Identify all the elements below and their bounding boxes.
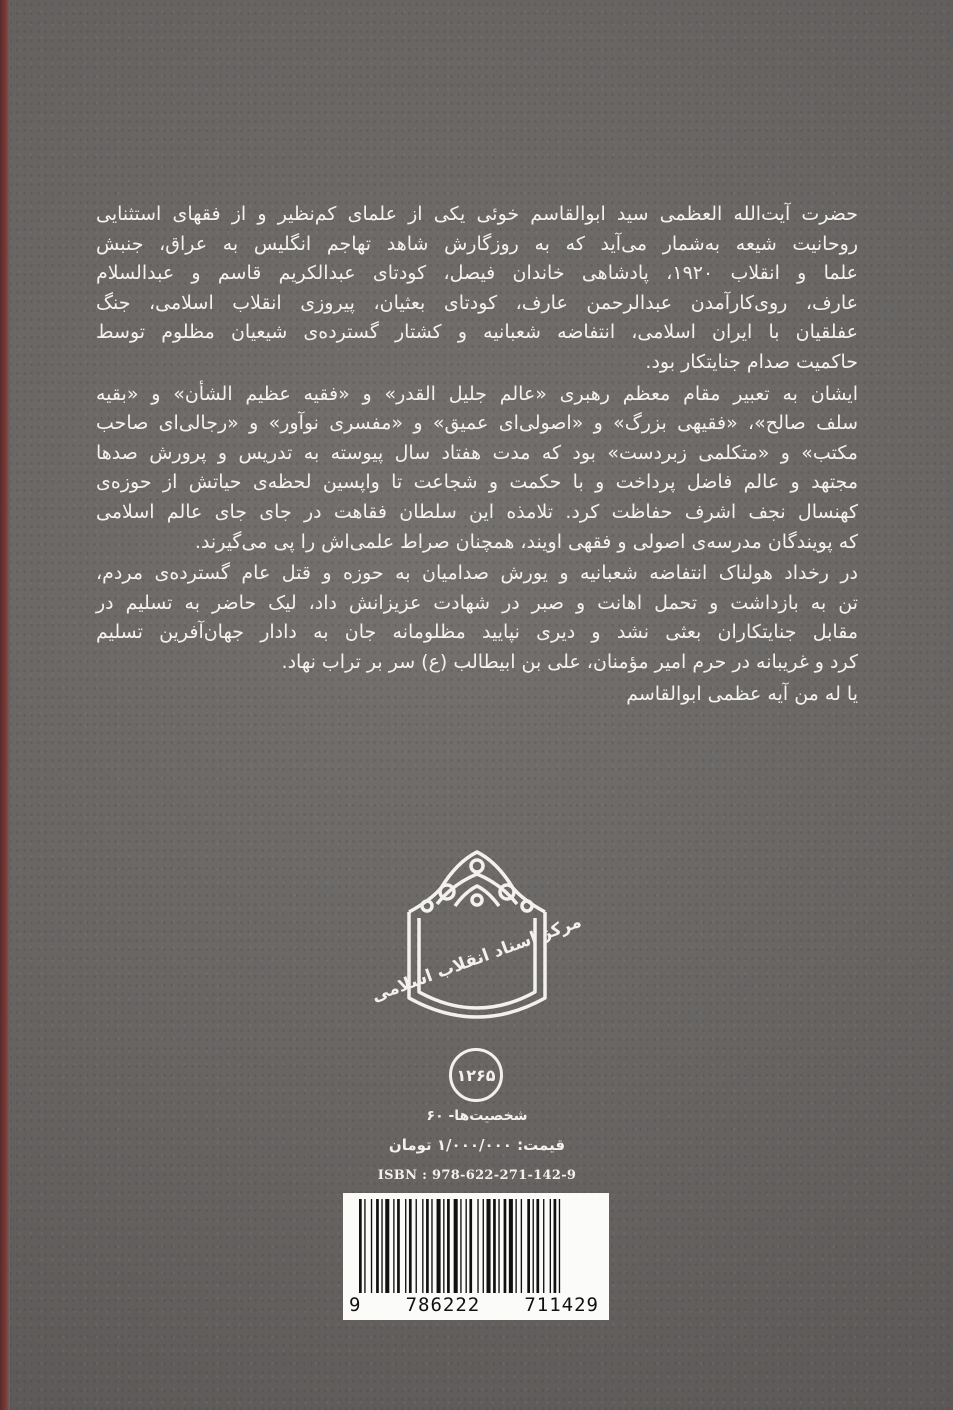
publisher-logo	[369, 848, 585, 1026]
barcode-left-group: 786222	[405, 1294, 481, 1316]
text-line: کرد و غریبانه در حرم امیر مؤمنان، علی بن ابیطالب (ع) سر بر تراب نهاد.	[281, 650, 858, 673]
text-line: مکتب» و «متکلمی زبردست» بود که مدت هفتاد سال پیوسته به تدریس و پرورش صدها	[96, 441, 858, 464]
spine-edge	[0, 0, 10, 1410]
text-line: کهنسال نجف اشرف حفاظت کرد. تلامذه این سلطان فقاهت در جای جای عالم اسلامی	[96, 500, 858, 523]
paragraph-3	[96, 559, 858, 677]
text-line: علما و انقلاب ۱۹۲۰، پادشاهی خاندان فیصل، کودتای عبدالکریم قاسم و عبدالسلام	[96, 262, 858, 285]
text-line: مجتهد و عالم فاضل پرداخت و با حکمت و شجاعت تا واپسین لحظه‌ی حیاتش از حوزه‌ی	[96, 471, 858, 494]
description-text	[96, 200, 858, 711]
text-line: روحانیت شیعه به‌شمار می‌آید که به روزگارش شاهد تهاجم انگلیس به عراق، جنبش	[96, 232, 858, 255]
paragraph-1	[96, 200, 858, 378]
text-line: حضرت آیت‌الله العظمی سید ابوالقاسم خوئی یکی از علمای کم‌نظیر و از فقهای استثنایی	[96, 203, 858, 225]
text-line: ایشان به تعبیر مقام معظم رهبری «عالم جلیل القدر» و «فقیه عظیم الشأن» و «بقیه	[96, 382, 858, 405]
text-line: حاکمیت صدام جنایتکار بود.	[645, 350, 858, 373]
barcode	[343, 1193, 609, 1320]
text-line: که پویندگان مدرسه‌ی اصولی و فقهی اویند، همچنان صراط علمی‌اش را پی می‌گیرند.	[194, 530, 858, 553]
book-number-badge: ۱۲۶۵	[449, 1048, 503, 1102]
text-line: سلف صالح»، «فقیهی بزرگ» و «اصولی‌ای عمیق» و «مفسری نوآور» و «رجالی‌ای صاحب	[96, 412, 858, 435]
barcode-lead-digit: 9	[349, 1294, 362, 1316]
paragraph-4	[96, 680, 858, 710]
text-line: در رخداد هولناک انتفاضه شعبانیه و یورش صدامیان به حوزه و قتل عام گسترده‌ی مردم،	[96, 562, 858, 585]
barcode-digits	[343, 1294, 609, 1316]
paragraph-2	[96, 380, 858, 558]
series-label: شخصیت‌ها- ۶۰	[426, 1108, 528, 1124]
publisher-emblem-icon	[369, 848, 585, 1026]
isbn-label: ISBN : 978-622-271-142-9	[377, 1168, 577, 1183]
text-line: مقابل جنایتکاران بعثی نشد و دیری نپایید مظلومانه جان به دادار جهان‌آفرین تسلیم	[96, 621, 858, 644]
publisher-name: مرکز اسناد انقلاب اسلامی	[369, 911, 585, 1007]
price-label: قیمت: ۱/۰۰۰/۰۰۰ تومان	[388, 1136, 566, 1154]
barcode-right-group: 711429	[524, 1294, 599, 1316]
text-line: عارف، روی‌کارآمدن عبدالرحمن عارف، کودتای بعثیان، پیروزی انقلاب اسلامی، جنگ	[96, 291, 858, 314]
barcode-icon	[357, 1199, 605, 1293]
text-line: تن به بازداشت و تحمل اهانت و صبر در شهادت عزیزانش داد، لیک حاضر به تسلیم در	[96, 591, 858, 614]
text-line: یا له من آیه عظمی ابوالقاسم	[626, 682, 858, 705]
text-line: عفلقیان با ایران اسلامی، انتفاضه شعبانیه و کشتار گسترده‌ی شیعیان مظلوم توسط	[96, 321, 858, 344]
